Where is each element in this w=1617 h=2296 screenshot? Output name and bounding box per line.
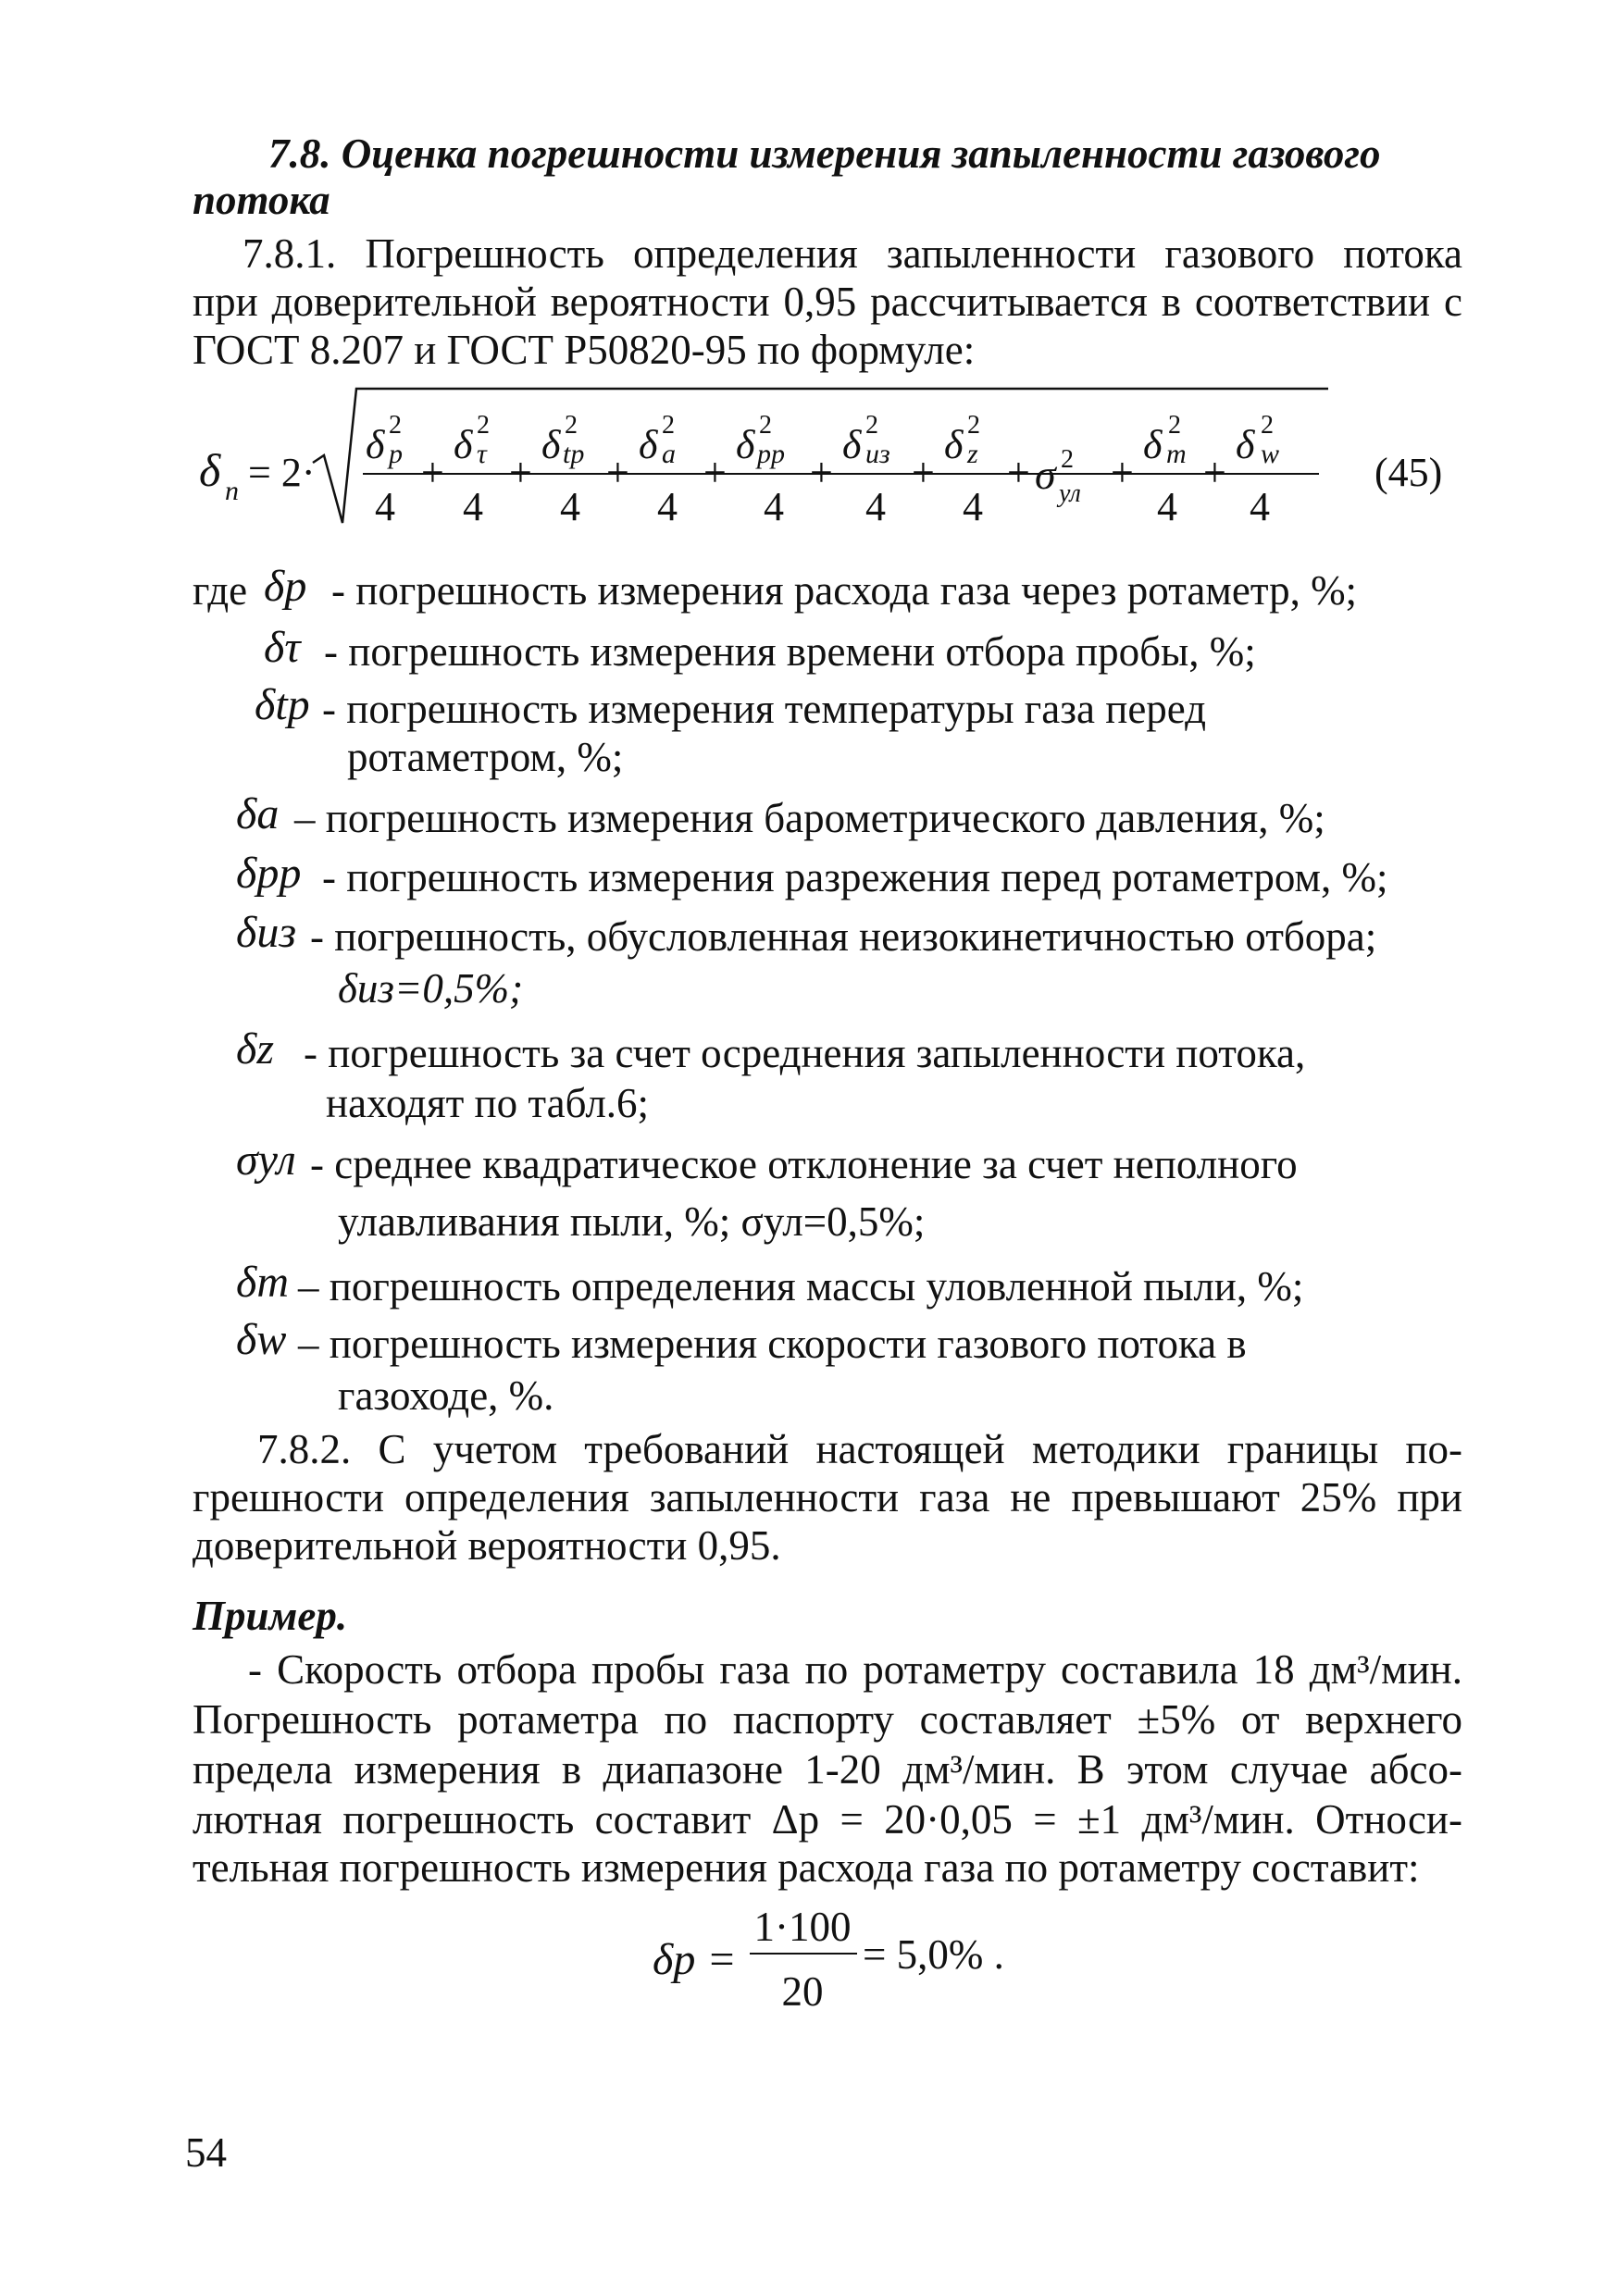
example-formula-numerator: 1·100 bbox=[753, 1904, 852, 1950]
svg-text:4: 4 bbox=[560, 484, 580, 529]
def-text-dw: – погрешность измерения скорости газового потока в bbox=[298, 1321, 1247, 1367]
svg-text:n: n bbox=[225, 476, 239, 506]
svg-text:2: 2 bbox=[967, 411, 980, 440]
example-heading: Пример. bbox=[193, 1593, 348, 1639]
svg-text:δ: δ bbox=[1236, 422, 1255, 467]
svg-text:2: 2 bbox=[1261, 411, 1274, 440]
p781-line3: ГОСТ 8.207 и ГОСТ Р50820-95 по формуле: bbox=[193, 327, 976, 373]
svg-text:2: 2 bbox=[389, 411, 402, 440]
p781-line1: 7.8.1. Погрешность определения запыленности газового потока bbox=[243, 230, 1462, 277]
svg-text:2: 2 bbox=[1061, 445, 1074, 474]
p782-line3: доверительной вероятности 0,95. bbox=[193, 1522, 781, 1569]
svg-text:z: z bbox=[967, 439, 978, 469]
svg-text:δ: δ bbox=[944, 422, 964, 467]
svg-text:из: из bbox=[865, 439, 890, 469]
def-symbol-dm: δm bbox=[236, 1258, 289, 1307]
def-text-dz: - погрешность за счет осреднения запыленности потока, bbox=[304, 1030, 1306, 1076]
def-text-sigma-ul-2: улавливания пыли, %; σул=0,5%; bbox=[338, 1198, 926, 1245]
svg-text:σ: σ bbox=[1035, 451, 1056, 498]
example-line1: - Скорость отбора пробы газа по ротаметру составила 18 дм³/мин. bbox=[248, 1646, 1462, 1693]
svg-text:4: 4 bbox=[764, 484, 784, 529]
svg-text:+: + bbox=[606, 450, 629, 495]
svg-text:4: 4 bbox=[963, 484, 983, 529]
svg-text:2: 2 bbox=[477, 411, 490, 440]
svg-text:+: + bbox=[912, 450, 935, 495]
def-text-dz-2: находят по табл.6; bbox=[326, 1080, 650, 1126]
svg-text:4: 4 bbox=[865, 484, 886, 529]
svg-text:δ: δ bbox=[541, 422, 561, 467]
def-text-dw-2: газоходе, %. bbox=[338, 1372, 554, 1419]
svg-text:(45): (45) bbox=[1374, 450, 1443, 495]
svg-text:+: + bbox=[810, 450, 833, 495]
svg-text:δ: δ bbox=[454, 422, 473, 467]
def-symbol-dtau: δτ bbox=[264, 623, 301, 672]
example-line5: тельная погрешность измерения расхода газа по ротаметру составит: bbox=[193, 1844, 1420, 1891]
svg-text:4: 4 bbox=[1157, 484, 1177, 529]
svg-text:4: 4 bbox=[463, 484, 483, 529]
def-text-dm: – погрешность определения массы уловленной пыли, %; bbox=[298, 1263, 1304, 1309]
def-text-dp: - погрешность измерения расхода газа через ротаметр, %; bbox=[331, 567, 1358, 614]
def-text-diz-2: δиз=0,5%; bbox=[338, 965, 524, 1011]
def-symbol-da: δa bbox=[236, 789, 280, 838]
def-text-dpp: - погрешность измерения разрежения перед ротаметром, %; bbox=[322, 854, 1388, 900]
example-line3: предела измерения в диапазоне 1-20 дм³/мин. В этом случае абсо- bbox=[193, 1746, 1462, 1793]
svg-text:δ: δ bbox=[199, 444, 221, 496]
svg-text:2: 2 bbox=[662, 411, 675, 440]
example-formula-lhs: δp = bbox=[653, 1935, 737, 1984]
svg-text:tp: tp bbox=[563, 439, 585, 469]
svg-text:δ: δ bbox=[842, 422, 862, 467]
svg-text:w: w bbox=[1261, 439, 1280, 469]
formula-45-graphic bbox=[0, 0, 1617, 592]
svg-text:+: + bbox=[509, 450, 532, 495]
def-text-dtp: - погрешность измерения температуры газа перед bbox=[322, 686, 1207, 732]
svg-text:a: a bbox=[662, 439, 676, 469]
def-symbol-dpp: δpp bbox=[236, 849, 302, 898]
def-symbol-dz: δz bbox=[236, 1024, 274, 1074]
section-title-line1: 7.8. Оценка погрешности измерения запыленности газового bbox=[268, 130, 1381, 177]
p782-line1: 7.8.2. С учетом требований настоящей методики границы по- bbox=[257, 1426, 1462, 1472]
svg-text:m: m bbox=[1166, 439, 1187, 469]
p781-line2: при доверительной вероятности 0,95 рассчитывается в соответствии с bbox=[193, 279, 1462, 325]
svg-text:2: 2 bbox=[565, 411, 578, 440]
svg-text:4: 4 bbox=[375, 484, 395, 529]
section-title-line2: потока bbox=[193, 177, 330, 223]
svg-text:τ: τ bbox=[477, 439, 487, 469]
svg-text:4: 4 bbox=[1250, 484, 1270, 529]
svg-text:pp: pp bbox=[757, 439, 785, 469]
def-symbol-dw: δw bbox=[236, 1315, 287, 1364]
def-text-dtau: - погрешность измерения времени отбора пробы, %; bbox=[324, 628, 1256, 675]
def-text-dtp-2: ротаметром, %; bbox=[347, 734, 624, 780]
svg-text:δ: δ bbox=[366, 422, 385, 467]
svg-text:4: 4 bbox=[657, 484, 678, 529]
definitions-where: где bbox=[193, 567, 248, 614]
svg-text:+: + bbox=[1203, 450, 1226, 495]
svg-text:= 2·: = 2· bbox=[248, 450, 316, 495]
def-text-diz: - погрешность, обусловленная неизокинетичностью отбора; bbox=[310, 913, 1377, 960]
svg-text:δ: δ bbox=[1143, 422, 1163, 467]
svg-text:p: p bbox=[389, 439, 403, 469]
example-line4: лютная погрешность составит Δp = 20·0,05 = ±1 дм³/мин. Относи- bbox=[193, 1796, 1462, 1843]
svg-text:+: + bbox=[1111, 450, 1134, 495]
svg-text:+: + bbox=[703, 450, 727, 495]
svg-text:+: + bbox=[1007, 450, 1030, 495]
example-line2: Погрешность ротаметра по паспорту составляет ±5% от верхнего bbox=[193, 1696, 1462, 1743]
svg-text:2: 2 bbox=[865, 411, 878, 440]
svg-text:+: + bbox=[421, 450, 444, 495]
svg-text:2: 2 bbox=[1168, 411, 1181, 440]
def-text-sigma-ul: - среднее квадратическое отклонение за счет неполного bbox=[310, 1141, 1298, 1187]
svg-text:2: 2 bbox=[759, 411, 772, 440]
example-formula-denominator: 20 bbox=[781, 1968, 824, 2015]
p782-line2: грешности определения запыленности газа не превышают 25% при bbox=[193, 1474, 1462, 1520]
def-symbol-sigma-ul: σул bbox=[236, 1136, 296, 1185]
def-text-da: – погрешность измерения барометрического давления, %; bbox=[294, 795, 1325, 841]
svg-text:ул: ул bbox=[1059, 479, 1081, 508]
def-symbol-diz: δиз bbox=[236, 908, 297, 957]
example-formula-bar bbox=[750, 1953, 857, 1955]
svg-text:δ: δ bbox=[736, 422, 755, 467]
svg-text:δ: δ bbox=[639, 422, 658, 467]
example-formula-result: = 5,0% . bbox=[863, 1931, 1004, 1978]
def-symbol-dp: δp bbox=[264, 562, 307, 611]
def-symbol-dtp: δtp bbox=[255, 680, 310, 729]
page-number: 54 bbox=[185, 2129, 227, 2176]
